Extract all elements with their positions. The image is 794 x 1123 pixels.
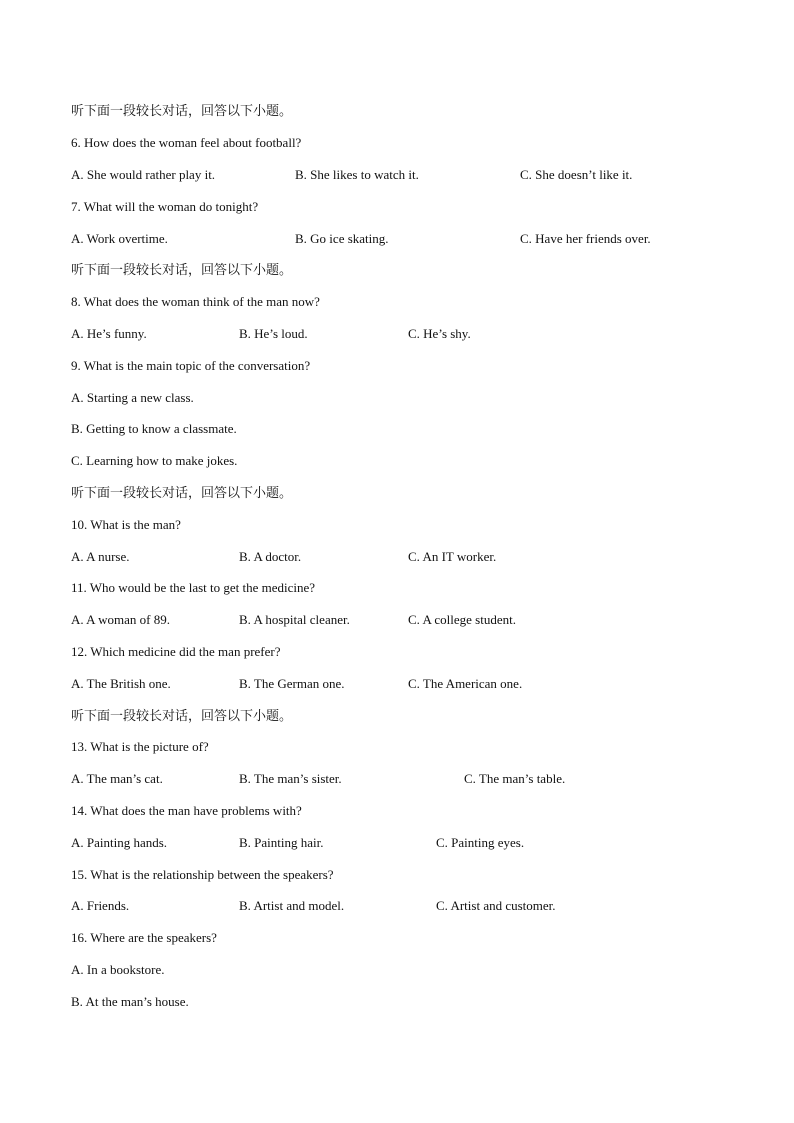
q6-option-c: C. She doesn’t like it. — [520, 167, 633, 182]
q11-option-c: C. A college student. — [408, 612, 516, 627]
q9-option-b: B. Getting to know a classmate. — [71, 421, 237, 436]
question-6: 6. How does the woman feel about football? — [71, 135, 302, 150]
q13-option-b: B. The man’s sister. — [239, 771, 342, 786]
question-13: 13. What is the picture of? — [71, 739, 209, 754]
question-11: 11. Who would be the last to get the medicine? — [71, 580, 316, 595]
q14-option-b: B. Painting hair. — [239, 835, 324, 850]
q15-option-a: A. Friends. — [71, 898, 130, 913]
q9-option-c: C. Learning how to make jokes. — [71, 453, 238, 468]
q12-option-a: A. The British one. — [71, 676, 171, 691]
q9-option-a: A. Starting a new class. — [71, 390, 194, 405]
q7-option-b: B. Go ice skating. — [295, 231, 389, 246]
question-8: 8. What does the woman think of the man now? — [71, 294, 320, 309]
q14-option-c: C. Painting eyes. — [436, 835, 525, 850]
q10-option-c: C. An IT worker. — [408, 549, 497, 564]
q8-option-c: C. He’s shy. — [408, 326, 471, 341]
section-instruction: 听下面一段较长对话，回答以下小题。 — [71, 262, 293, 277]
q13-option-c: C. The man’s table. — [464, 771, 566, 786]
q14-option-a: A. Painting hands. — [71, 835, 168, 850]
q10-option-b: B. A doctor. — [239, 549, 302, 564]
question-15: 15. What is the relationship between the speakers? — [71, 867, 334, 882]
q15-option-b: B. Artist and model. — [239, 898, 345, 913]
question-9: 9. What is the main topic of the conversation? — [71, 358, 311, 373]
section-instruction: 听下面一段较长对话，回答以下小题。 — [71, 103, 293, 118]
q12-option-c: C. The American one. — [408, 676, 523, 691]
q15-option-c: C. Artist and customer. — [436, 898, 556, 913]
q7-option-c: C. Have her friends over. — [520, 231, 651, 246]
q16-option-b: B. At the man’s house. — [71, 994, 189, 1009]
section-instruction: 听下面一段较长对话，回答以下小题。 — [71, 485, 293, 500]
q11-option-a: A. A woman of 89. — [71, 612, 170, 627]
question-7: 7. What will the woman do tonight? — [71, 199, 259, 214]
q8-option-b: B. He’s loud. — [239, 326, 308, 341]
question-16: 16. Where are the speakers? — [71, 930, 217, 945]
q6-option-b: B. She likes to watch it. — [295, 167, 419, 182]
q13-option-a: A. The man’s cat. — [71, 771, 163, 786]
section-instruction: 听下面一段较长对话，回答以下小题。 — [71, 708, 293, 723]
q7-option-a: A. Work overtime. — [71, 231, 168, 246]
q16-option-a: A. In a bookstore. — [71, 962, 165, 977]
q6-option-a: A. She would rather play it. — [71, 167, 216, 182]
question-12: 12. Which medicine did the man prefer? — [71, 644, 281, 659]
q10-option-a: A. A nurse. — [71, 549, 130, 564]
q8-option-a: A. He’s funny. — [71, 326, 147, 341]
q11-option-b: B. A hospital cleaner. — [239, 612, 350, 627]
question-10: 10. What is the man? — [71, 517, 181, 532]
q12-option-b: B. The German one. — [239, 676, 345, 691]
question-14: 14. What does the man have problems with? — [71, 803, 302, 818]
